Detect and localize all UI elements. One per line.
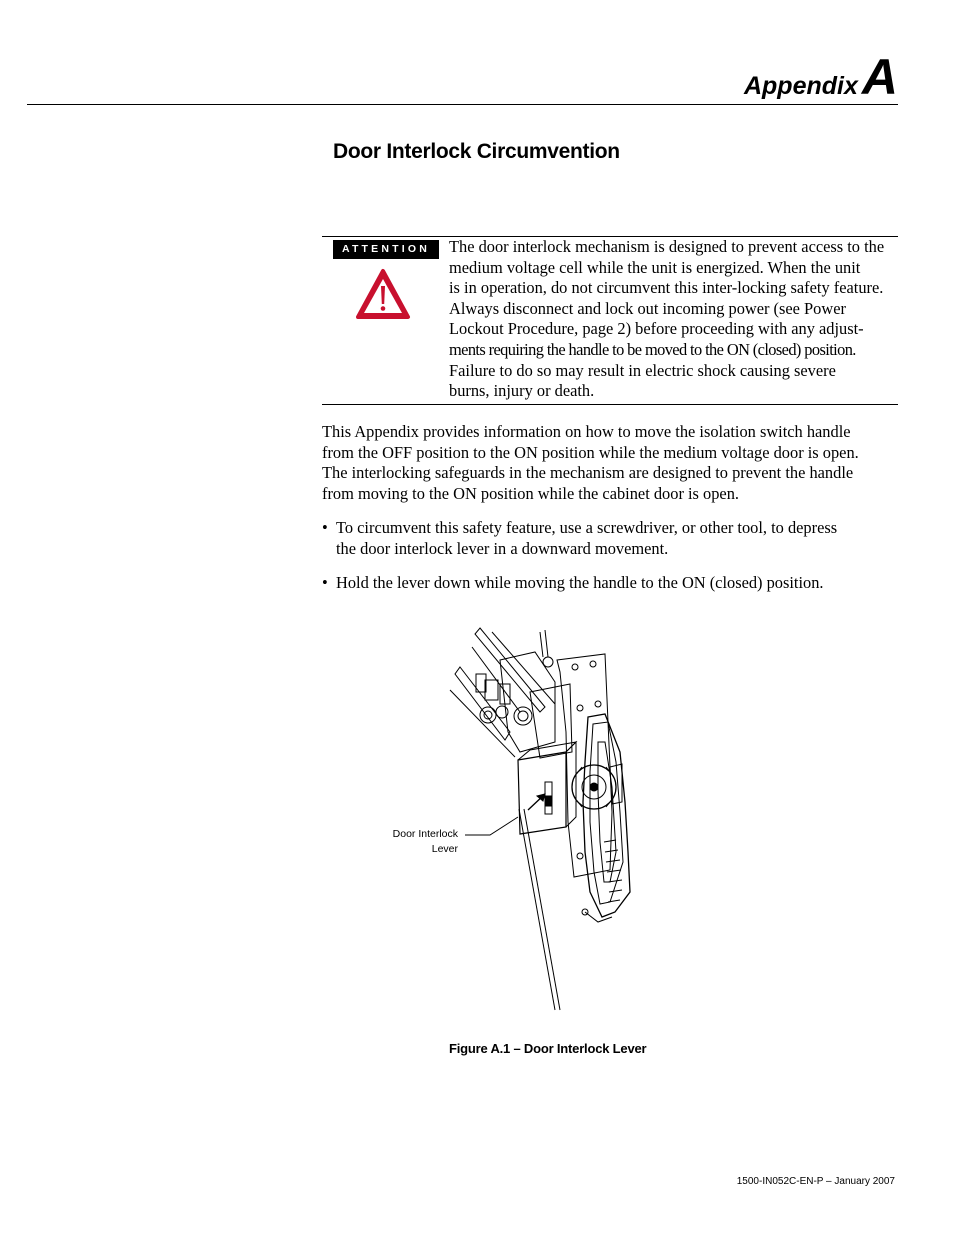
appendix-heading [743, 49, 898, 105]
paragraph-line: from the OFF position to the ON position while the medium voltage door is open. [322, 442, 859, 462]
attention-line: Failure to do so may result in electric shock causing severe [449, 360, 836, 380]
warning-triangle-icon [355, 268, 411, 320]
attention-line: burns, injury or death. [449, 381, 595, 401]
door-interlock-figure [380, 612, 680, 1017]
figure-label [380, 827, 458, 857]
paragraph-line: This Appendix provides information on how to move the isolation switch handle [322, 422, 851, 441]
bullet-line: the door interlock lever in a downward movement. [336, 538, 669, 558]
paragraph-line: The interlocking safeguards in the mechanism are designed to prevent the handle [322, 463, 854, 483]
attention-line: medium voltage cell while the unit is energized. When the unit [449, 257, 861, 277]
appendix-letter: A [861, 49, 898, 105]
figure-label-line: Lever [431, 843, 458, 855]
attention-bottom-rule [322, 404, 898, 405]
appendix-word: Appendix [743, 72, 858, 100]
footer-doc-id: 1500-IN052C-EN-P – January 2007 [736, 1176, 895, 1187]
header-rule [27, 104, 898, 105]
bullet-line: To circumvent this safety feature, use a screwdriver, or other tool, to depress [336, 518, 838, 537]
attention-label: ATTENTION [333, 240, 439, 259]
bullet-item [322, 573, 902, 594]
attention-line: Lockout Procedure, page 2) before proceeding with any adjust- [449, 319, 864, 339]
figure-label-line: Door Interlock [392, 828, 458, 840]
intro-paragraph [322, 422, 902, 504]
bullet-line: Hold the lever down while moving the handle to the ON (closed) position. [336, 573, 824, 592]
bullet-marker: • [322, 573, 328, 592]
bullet-marker: • [322, 518, 328, 537]
attention-line: Always disconnect and lock out incoming power (see Power [449, 298, 846, 318]
section-title: Door Interlock Circumvention [333, 140, 620, 163]
attention-text [449, 237, 899, 402]
attention-line: The door interlock mechanism is designed to prevent access to the [449, 237, 885, 256]
paragraph-line: from moving to the ON position while the cabinet door is open. [322, 483, 739, 503]
bullet-item [322, 518, 902, 559]
attention-line: ments requiring the handle to be moved to the ON (closed) position. [449, 339, 856, 359]
figure-caption: Figure A.1 – Door Interlock Lever [449, 1041, 647, 1056]
attention-line: is in operation, do not circumvent this inter-locking safety feature. [449, 278, 884, 298]
